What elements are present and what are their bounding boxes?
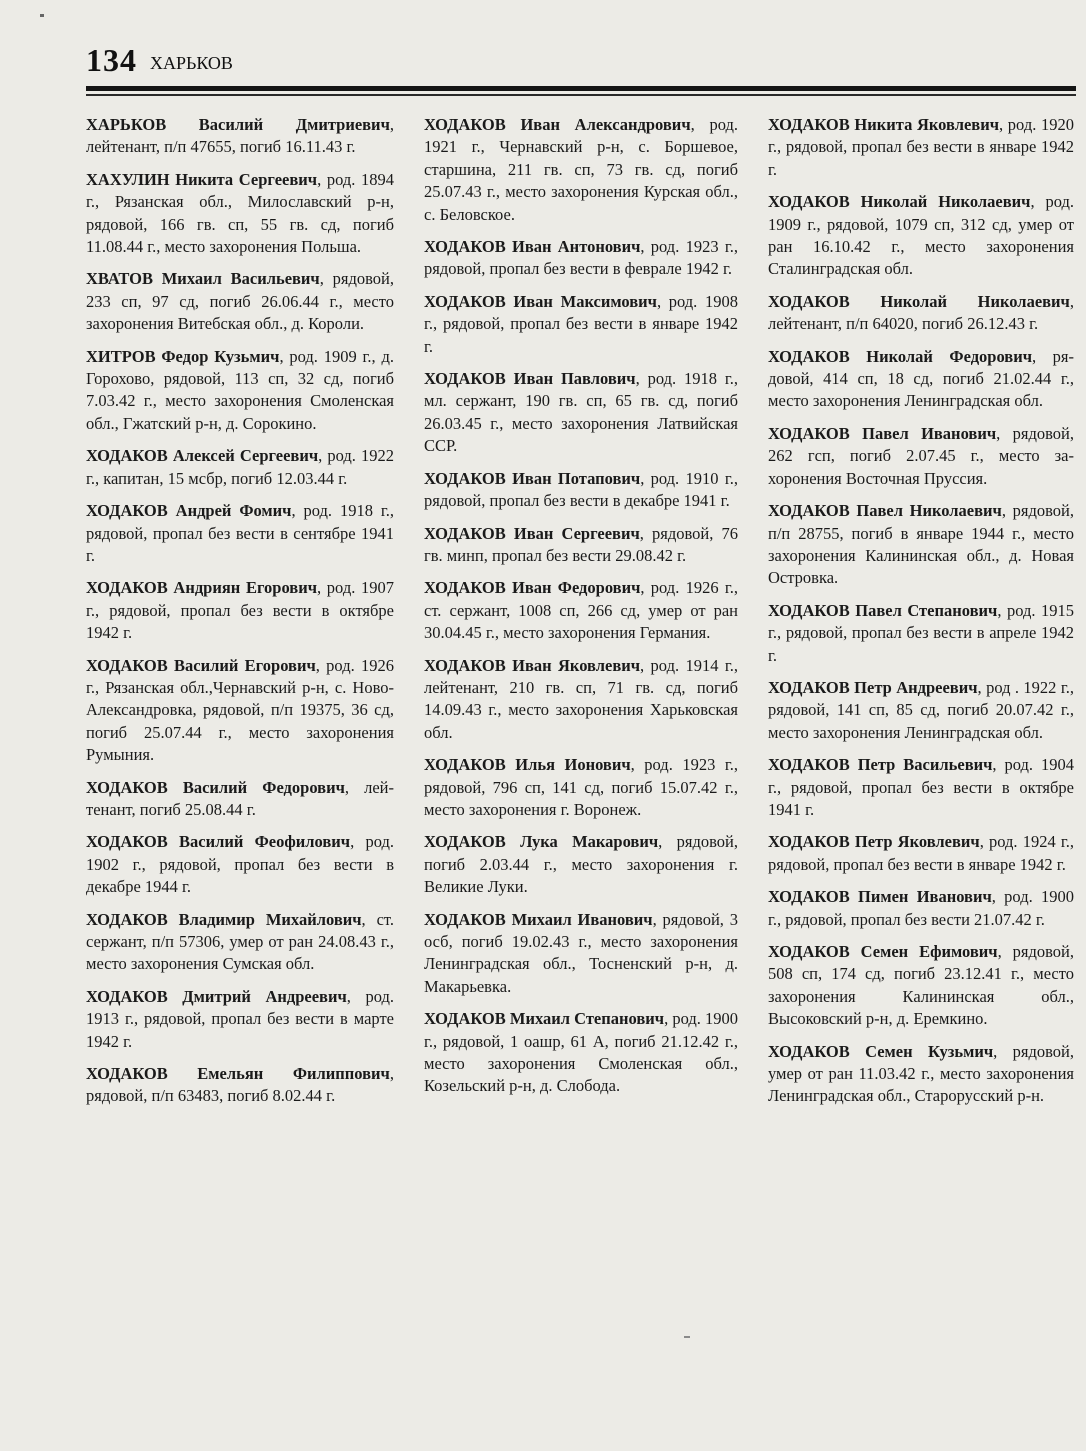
list-item bbox=[86, 445, 394, 490]
entry-details: , род. 1908 г., рядовой, пропал без вести в январе 1942 г. bbox=[424, 291, 738, 356]
list-item bbox=[768, 346, 1074, 413]
entry-name: ХАРЬКОВ Василий Дмитриевич bbox=[86, 115, 390, 134]
list-item bbox=[424, 368, 738, 458]
list-item bbox=[86, 169, 394, 259]
entry-details: , род. 1910 г., рядовой, пропал без вести в декабре 1941 г. bbox=[424, 468, 738, 511]
list-item bbox=[768, 500, 1074, 590]
list-item bbox=[768, 423, 1074, 490]
page-number: 134 bbox=[86, 42, 137, 78]
entry-details: , род. 1924 г., рядовой, пропал без вести в январе 1942 г. bbox=[768, 832, 1075, 874]
entry-details: , род. 1914 г., лейтенант, 210 гв. сп, 71 гв. сд, погиб 14.09.43 г., место захоронения Харьковская обл. bbox=[424, 655, 738, 742]
entry-details: , род. 1918 г., мл. сержант, 190 гв. сп, 65 гв. сд, погиб 26.03.45 г., место захоронения Латвийская ССР. bbox=[424, 369, 738, 456]
entry-details: , лейтенант, погиб 25.08.44 г. bbox=[86, 777, 394, 819]
list-item bbox=[424, 655, 738, 745]
entry-details: , рядовой, 262 гсп, погиб 2.07.45 г., место захоронения Восточная Пруссия. bbox=[768, 423, 1075, 488]
page-header bbox=[86, 40, 1076, 84]
entry-details: , род. 1920 г., рядовой, пропал без вести в январе 1942 г. bbox=[768, 115, 1074, 179]
list-item bbox=[86, 909, 394, 976]
list-item bbox=[424, 114, 738, 226]
entry-details: , рядовой, 414 сп, 18 сд, погиб 21.02.44 г., место захоронения Ленинградская обл. bbox=[768, 346, 1074, 411]
entry-details: , род. 1907 г., рядовой, пропал без вести в октябре 1942 г. bbox=[86, 578, 395, 643]
list-item bbox=[768, 677, 1074, 744]
entry-name: ХОДАКОВ Петр Андреевич bbox=[768, 677, 978, 697]
entry-details: , род. 1894 г., Рязанская обл., Милославский р-н, рядовой, 166 гв. сп, 55 гв. сд, погиб 11.08.44 г., место захоронения Польша. bbox=[86, 169, 394, 257]
entry-details: , ст. сержант, п/п 57306, умер от ран 24.08.43 г., место захоронения Сумская обл. bbox=[86, 909, 394, 974]
list-item bbox=[424, 754, 738, 821]
entry-details: , рядовой, умер от ран 11.03.42 г., место захоронения Ленинградская обл., Старорусский р-н. bbox=[768, 1041, 1074, 1106]
entry-name: ХОДАКОВ Алексей Сергеевич bbox=[86, 446, 319, 466]
list-item bbox=[86, 577, 394, 644]
entry-name: ХОДАКОВ Дмитрий Андреевич bbox=[86, 986, 347, 1006]
list-item bbox=[86, 655, 394, 767]
list-item bbox=[768, 291, 1074, 336]
entry-name: ХОДАКОВ Иван Федорович bbox=[424, 578, 641, 598]
list-item bbox=[424, 523, 738, 568]
entry-name: ХОДАКОВ Иван Максимович bbox=[424, 291, 657, 311]
list-item bbox=[768, 941, 1074, 1031]
entry-name: ХОДАКОВ Семен Кузьмич bbox=[768, 1041, 994, 1061]
entry-details: , род. 1922 г., капитан, 15 мсбр, погиб 12.03.44 г. bbox=[86, 446, 394, 488]
entry-details: , род. 1926 г., ст. сержант, 1008 сп, 266 сд, умер от ран 30.04.45 г., место захоронения Германия. bbox=[424, 578, 738, 643]
header-rule-thick bbox=[86, 86, 1076, 91]
list-item bbox=[424, 236, 738, 281]
entry-name: ХОДАКОВ Петр Яковлевич bbox=[768, 832, 980, 852]
entry-name: ХОДАКОВ Павел Иванович bbox=[768, 423, 997, 443]
list-item bbox=[86, 500, 394, 567]
entry-details: , род. 1904 г., рядовой, пропал без вести в октябре 1941 г. bbox=[768, 755, 1074, 819]
list-item bbox=[424, 291, 738, 358]
entry-name: ХОДАКОВ Лука Макарович bbox=[424, 832, 659, 852]
list-item bbox=[768, 754, 1074, 821]
entry-name: ХОДАКОВ Николай Николаевич bbox=[768, 192, 1031, 212]
list-item bbox=[86, 986, 394, 1053]
list-item bbox=[768, 600, 1074, 667]
entry-details: , род. 1913 г., рядовой, пропал без вести в марте 1942 г. bbox=[86, 986, 394, 1051]
entry-name: ХОДАКОВ Андрей Фомич bbox=[86, 501, 292, 521]
list-item bbox=[424, 1008, 738, 1098]
entry-details: , род. 1923 г., рядовой, 796 сп, 141 сд, погиб 15.07.42 г., место захоронения г. Воронеж. bbox=[424, 755, 738, 819]
entry-name: ХОДАКОВ Николай Федорович bbox=[768, 346, 1033, 366]
entry-details: , род. 1902 г., рядовой, пропал без вести в декабре 1944 г. bbox=[86, 832, 394, 897]
entry-details: , род. 1900 г., рядовой, пропал без вести 21.07.42 г. bbox=[768, 887, 1074, 929]
list-item bbox=[86, 777, 394, 822]
entry-details: , рядовой, 508 сп, 174 сд, погиб 23.12.41 г., место захоронения Калининская обл., Высоковский р-н, д. Еремкино. bbox=[768, 942, 1074, 1029]
entry-name: ХИТРОВ Федор Кузьмич bbox=[86, 346, 280, 366]
entry-name: ХОДАКОВ Иван Сергеевич bbox=[424, 523, 640, 543]
entry-details: , род. 1909 г., д. Горохово, рядовой, 113 сп, 32 сд, погиб 7.03.42 г., место захоронения Смоленская обл., Гжатский р-н, д. Сорокино. bbox=[86, 346, 394, 433]
scan-speck bbox=[40, 14, 44, 17]
list-item bbox=[424, 909, 738, 999]
entry-name: ХОДАКОВ Василий Егорович bbox=[86, 655, 316, 675]
entry-details: , род. 1915 г., рядовой, пропал без вести в апреле 1942 г. bbox=[768, 600, 1075, 665]
entry-name: ХОДАКОВ Никита Яковлевич bbox=[768, 115, 1000, 134]
list-item bbox=[86, 831, 394, 898]
list-item bbox=[424, 468, 738, 513]
list-item bbox=[86, 1063, 394, 1108]
list-item bbox=[768, 886, 1074, 931]
list-item bbox=[86, 114, 394, 159]
entry-details: , рядовой, п/п 63483, погиб 8.02.44 г. bbox=[86, 1064, 394, 1106]
entry-name: ХОДАКОВ Михаил Иванович bbox=[424, 909, 653, 929]
list-item bbox=[86, 346, 394, 436]
entry-name: ХОДАКОВ Михаил Степанович bbox=[424, 1009, 665, 1029]
entry-details: , род. 1926 г., Рязанская обл.,Чернавский р-н, с. Ново-Александровка, рядовой, п/п 19375, 36 сд, погиб 25.07.44 г., место захоронения Румыния. bbox=[86, 655, 395, 765]
entry-details: , род. 1909 г., рядовой, 1079 сп, 312 сд, умер от ран 16.10.42 г., место захоронения Сталинградская обл. bbox=[768, 192, 1074, 279]
entry-name: ХОДАКОВ Павел Степанович bbox=[768, 600, 998, 620]
list-item bbox=[768, 831, 1074, 876]
entry-details: , род. 1918 г., рядовой, пропал без вести в сентябре 1941 г. bbox=[86, 501, 395, 565]
entry-name: ХОДАКОВ Иван Потапович bbox=[424, 468, 641, 488]
text-column-1 bbox=[86, 114, 394, 1118]
entry-name: ХОДАКОВ Семен Ефимович bbox=[768, 942, 998, 961]
entry-details: , лейтенант, п/п 47655, погиб 16.11.43 г. bbox=[86, 115, 394, 157]
entry-name: ХОДАКОВ Павел Николаевич bbox=[768, 501, 1002, 521]
entry-name: ХОДАКОВ Илья Ионович bbox=[424, 755, 631, 775]
entry-details: , лейтенант, п/п 64020, погиб 26.12.43 г. bbox=[768, 291, 1074, 334]
entry-details: , род. 1923 г., рядовой, пропал без вести в феврале 1942 г. bbox=[424, 237, 739, 279]
entry-name: ХОДАКОВ Владимир Михайлович bbox=[86, 909, 362, 929]
entry-details: , рядовой, п/п 28755, погиб в январе 1944 г., место захоронения Калининская обл., д. Новая Островка. bbox=[768, 501, 1075, 588]
entry-name: ХОДАКОВ Емельян Филиппович bbox=[86, 1064, 390, 1084]
list-item bbox=[86, 268, 394, 335]
entry-name: ХОДАКОВ Иван Антонович bbox=[424, 237, 641, 257]
entry-name: ХОДАКОВ Пимен Иванович bbox=[768, 887, 992, 907]
list-item bbox=[768, 114, 1074, 181]
entry-details: , род. 1900 г., рядовой, 1 оашр, 61 А, погиб 21.12.42 г., место захоронения Смоленская обл., Козельский р-н, д. Слобода. bbox=[424, 1009, 739, 1096]
entry-name: ХАХУЛИН Никита Сергеевич bbox=[86, 169, 318, 189]
entry-name: ХОДАКОВ Иван Павлович bbox=[424, 369, 636, 389]
entry-details: , род. 1921 г., Чернавский р-н, с. Боршевое, старшина, 211 гв. сп, 73 гв. сд, погиб 25.07.43 г., место захоронения Курская обл., с. Беловское. bbox=[424, 115, 738, 224]
entry-details: , род . 1922 г., рядовой, 141 сп, 85 сд, погиб 20.07.42 г., место захоронения Ленинградская обл. bbox=[768, 677, 1074, 742]
list-item bbox=[768, 191, 1074, 281]
list-item bbox=[768, 1041, 1074, 1108]
text-column-2 bbox=[424, 114, 738, 1108]
entry-details: , рядовой, погиб 2.03.44 г., место захоронения г. Великие Луки. bbox=[424, 832, 738, 897]
entry-name: ХОДАКОВ Андриян Егорович bbox=[86, 578, 318, 598]
entry-name: ХОДАКОВ Петр Васильевич bbox=[768, 755, 993, 775]
entry-name: ХОДАКОВ Николай Николаевич bbox=[768, 291, 1070, 311]
running-head: ХАРЬКОВ bbox=[150, 53, 233, 73]
list-item bbox=[424, 831, 738, 898]
entry-details: , рядовой, 3 осб, погиб 19.02.43 г., место захоронения Ленинградская обл., Тосненский р-н, д. Макарьевка. bbox=[424, 909, 738, 996]
entry-details: , рядовой, 233 сп, 97 сд, погиб 26.06.44 г., место захоронения Витебская обл., д. Короли. bbox=[86, 269, 395, 334]
list-item bbox=[424, 577, 738, 644]
entry-name: ХОДАКОВ Василий Феофилович bbox=[86, 832, 351, 852]
entry-name: ХОДАКОВ Василий Федорович bbox=[86, 777, 345, 797]
header-rule-thin bbox=[86, 94, 1076, 96]
entry-name: ХОДАКОВ Иван Яковлевич bbox=[424, 655, 641, 675]
entry-name: ХВАТОВ Михаил Васильевич bbox=[86, 269, 320, 289]
text-column-3 bbox=[768, 114, 1074, 1118]
entry-name: ХОДАКОВ Иван Александрович bbox=[424, 115, 691, 134]
pencil-mark bbox=[684, 1336, 690, 1338]
entry-details: , рядовой, 76 гв. минп, пропал без вести 29.08.42 г. bbox=[424, 523, 739, 565]
